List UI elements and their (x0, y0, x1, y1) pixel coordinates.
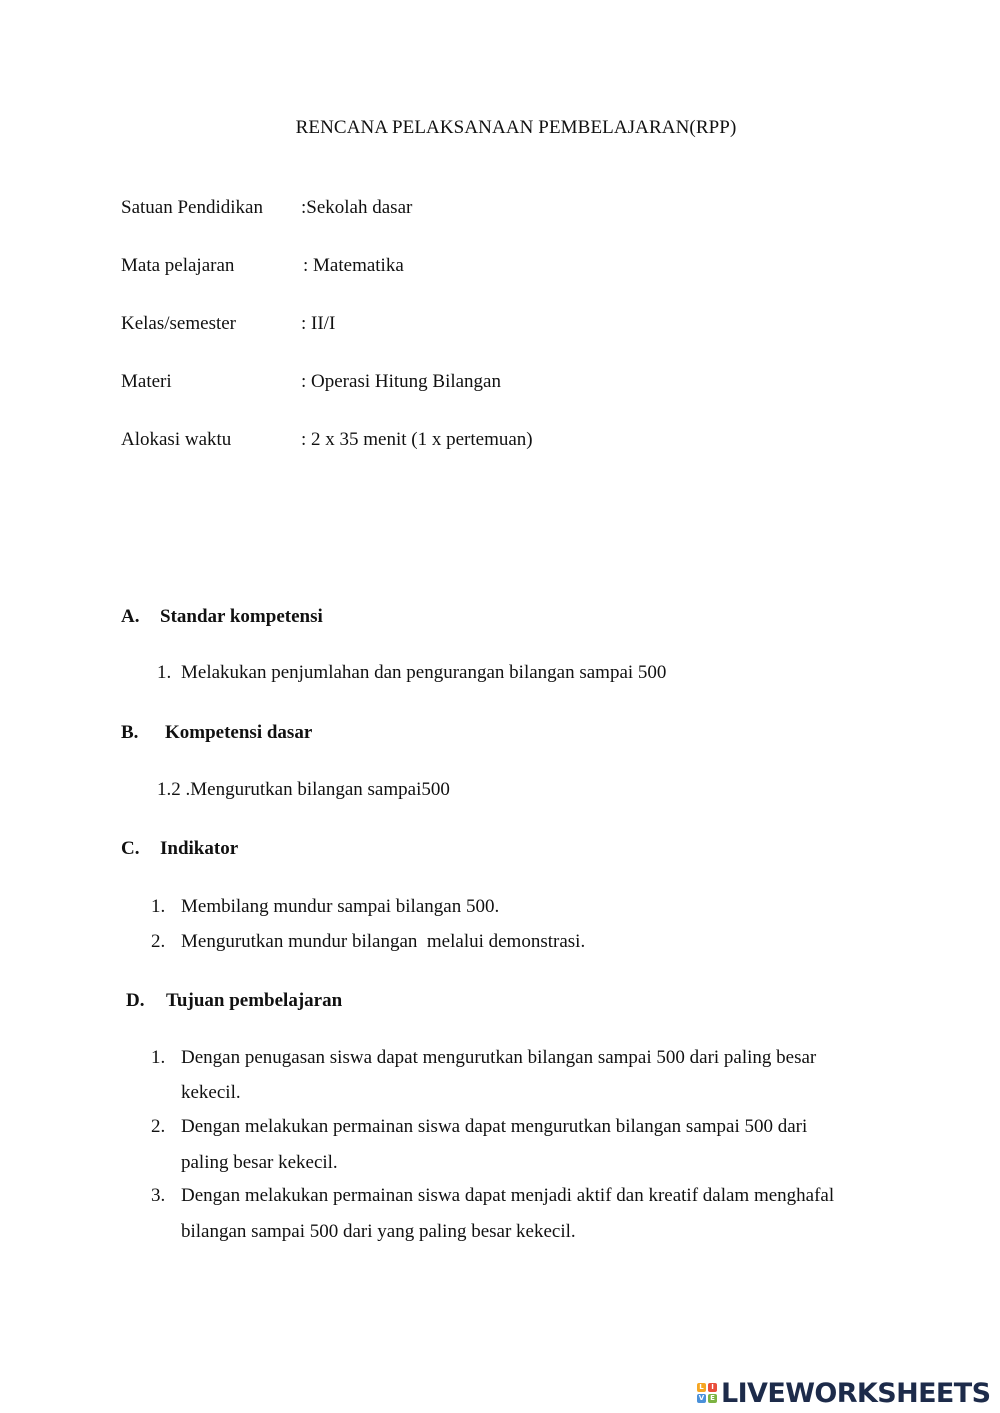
section-a-item-1-number: 1. (157, 662, 172, 683)
section-c-item-1-number: 1. (151, 896, 166, 917)
logo-tile-i: I (708, 1383, 717, 1392)
document-title: RENCANA PELAKSANAAN PEMBELAJARAN(RPP) (295, 117, 737, 138)
section-c-title: Indikator (160, 838, 239, 859)
section-d-item-2-number: 2. (151, 1116, 166, 1137)
section-c-item-2-text: Mengurutkan mundur bilangan melalui demonstrasi. (181, 931, 586, 952)
identity-value-mapel: : Matematika (303, 255, 404, 276)
liveworksheets-logo[interactable] (697, 1378, 990, 1408)
logo-tile-l: L (697, 1383, 706, 1392)
section-d-letter: D. (126, 990, 145, 1011)
section-d-item-3-number: 3. (151, 1185, 166, 1206)
logo-tile-e: E (708, 1394, 717, 1403)
liveworksheets-brand-text: LIVEWORKSHEETS (721, 1377, 991, 1409)
section-b-item-1-text: 1.2 .Mengurutkan bilangan sampai500 (157, 779, 450, 800)
section-d-item-3-line-2: bilangan sampai 500 dari yang paling besar kekecil. (181, 1221, 576, 1242)
section-d-item-2-line-2: paling besar kekecil. (181, 1152, 338, 1173)
section-a-item-1-text: Melakukan penjumlahan dan pengurangan bilangan sampai 500 (181, 662, 667, 683)
section-d-item-1-number: 1. (151, 1047, 166, 1068)
section-b-letter: B. (121, 722, 139, 743)
identity-value-alokasi: : 2 x 35 menit (1 x pertemuan) (301, 429, 533, 450)
section-c-item-2-number: 2. (151, 931, 166, 952)
identity-label-kelas: Kelas/semester (121, 313, 237, 334)
section-a-title: Standar kompetensi (160, 606, 323, 627)
identity-value-satuan: :Sekolah dasar (301, 197, 413, 218)
liveworksheets-logo-icon (697, 1383, 717, 1403)
section-d-item-2-line-1: Dengan melakukan permainan siswa dapat mengurutkan bilangan sampai 500 dari (181, 1116, 808, 1137)
identity-label-materi: Materi (121, 371, 172, 392)
section-b-title: Kompetensi dasar (165, 722, 313, 743)
identity-value-kelas: : II/I (301, 313, 336, 334)
section-d-item-1-line-1: Dengan penugasan siswa dapat mengurutkan bilangan sampai 500 dari paling besar (181, 1047, 817, 1068)
logo-tile-v: V (698, 1394, 705, 1402)
section-a-letter: A. (121, 606, 140, 627)
section-c-letter: C. (121, 838, 140, 859)
section-d-item-1-line-2: kekecil. (181, 1082, 241, 1103)
identity-label-mapel: Mata pelajaran (121, 255, 235, 276)
section-d-item-3-line-1: Dengan melakukan permainan siswa dapat menjadi aktif dan kreatif dalam menghafal (181, 1185, 835, 1206)
section-c-item-1-text: Membilang mundur sampai bilangan 500. (181, 896, 500, 917)
identity-label-alokasi: Alokasi waktu (121, 429, 232, 450)
identity-value-materi: : Operasi Hitung Bilangan (301, 371, 501, 392)
identity-label-satuan: Satuan Pendidikan (121, 197, 263, 218)
section-d-title: Tujuan pembelajaran (166, 990, 343, 1011)
